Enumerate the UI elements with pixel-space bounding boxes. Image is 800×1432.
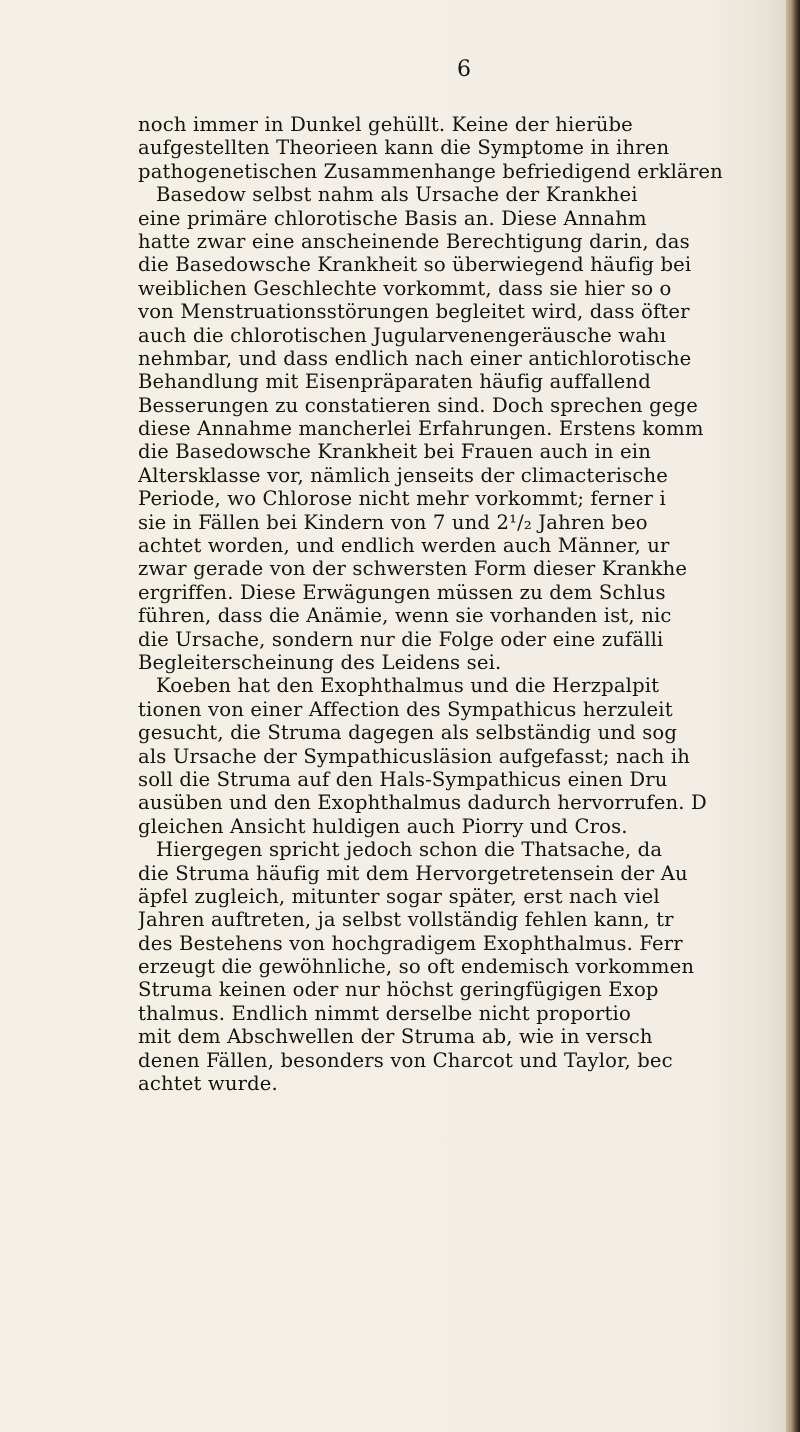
page-number: 6 [457, 57, 471, 82]
text-line: ausüben und den Exophthalmus dadurch hervorrufen. D [138, 791, 707, 815]
text-line: Altersklasse vor, nämlich jenseits der climacterische [138, 463, 668, 487]
text-line: soll die Struma auf den Hals-Sympathicus einen Dru [138, 767, 668, 791]
text-line: achtet wurde. [138, 1072, 278, 1096]
text-line: auch die chlorotischen Jugularvenengeräusche wahı [138, 323, 667, 347]
text-line: gleichen Ansicht huldigen auch Piorry und Cros. [138, 814, 628, 838]
text-line: noch immer in Dunkel gehüllt. Keine der hierübe [138, 113, 633, 136]
text-line: Struma keinen oder nur höchst geringfügigen Exop [138, 978, 659, 1002]
text-line: weiblichen Geschlechte vorkommt, dass sie hier so o [138, 276, 672, 300]
text-line: tionen von einer Affection des Sympathicus herzuleit [138, 697, 673, 721]
text-line: pathogenetischen Zusammenhange befriedigend erklären [138, 159, 723, 183]
text-line: diese Annahme mancherlei Erfahrungen. Erstens komm [138, 417, 704, 441]
text-line: Periode, wo Chlorose nicht mehr vorkommt; ferner i [138, 487, 666, 511]
text-line: Jahren auftreten, ja selbst vollständig fehlen kann, tr [138, 908, 674, 932]
text-line: sie in Fällen bei Kindern von 7 und 2¹/₂ Jahren beo [138, 510, 648, 534]
text-line: mit dem Abschwellen der Struma ab, wie in versch [138, 1025, 653, 1049]
text-line: nehmbar, und dass endlich nach einer antichlorotische [138, 346, 692, 370]
text-line: die Basedowsche Krankheit so überwiegend häufig bei [138, 253, 692, 277]
text-line: als Ursache der Sympathicusläsion aufgefasst; nach ih [138, 744, 691, 768]
text-line: Hiergegen spricht jedoch schon die Thatsache, da [156, 838, 663, 862]
text-line: achtet worden, und endlich werden auch Männer, ur [138, 534, 670, 558]
text-line: die Basedowsche Krankheit bei Frauen auch in ein [138, 440, 651, 464]
body-text [138, 113, 778, 1095]
text-line: denen Fällen, besonders von Charcot und Taylor, bec [138, 1048, 673, 1072]
text-line: die Struma häufig mit dem Hervorgetretensein der Au [138, 861, 688, 885]
text-line: zwar gerade von der schwersten Form dieser Krankhe [138, 557, 688, 581]
text-line: Besserungen zu constatieren sind. Doch sprechen gege [138, 393, 698, 417]
text-line: Basedow selbst nahm als Ursache der Krankhei [156, 183, 638, 207]
text-line: erzeugt die gewöhnliche, so oft endemisch vorkommen [138, 955, 695, 979]
text-line: eine primäre chlorotische Basis an. Diese Annahm [138, 206, 647, 230]
text-line: Begleiterscheinung des Leidens sei. [138, 650, 502, 674]
text-line: Behandlung mit Eisenpräparaten häufig auffallend [138, 370, 651, 394]
text-line: führen, dass die Anämie, wenn sie vorhanden ist, nic [138, 604, 672, 628]
text-line: thalmus. Endlich nimmt derselbe nicht proportio [138, 1001, 631, 1025]
text-line: gesucht, die Struma dagegen als selbständig und sog [138, 721, 678, 745]
text-line: aufgestellten Theorieen kann die Symptome in ihren [138, 136, 670, 160]
text-line: die Ursache, sondern nur die Folge oder eine zufälli [138, 627, 664, 651]
text-line: des Bestehens von hochgradigem Exophthalmus. Ferr [138, 931, 683, 955]
book-spine-shadow [786, 0, 800, 1432]
text-line: von Menstruationsstörungen begleitet wird, dass öfter [138, 300, 690, 324]
text-line: ergriffen. Diese Erwägungen müssen zu dem Schlus [138, 580, 666, 604]
text-line: äpfel zugleich, mitunter sogar später, erst nach viel [138, 884, 660, 908]
text-line: Koeben hat den Exophthalmus und die Herzpalpit [156, 674, 660, 698]
text-line: hatte zwar eine anscheinende Berechtigung darin, das [138, 229, 690, 253]
